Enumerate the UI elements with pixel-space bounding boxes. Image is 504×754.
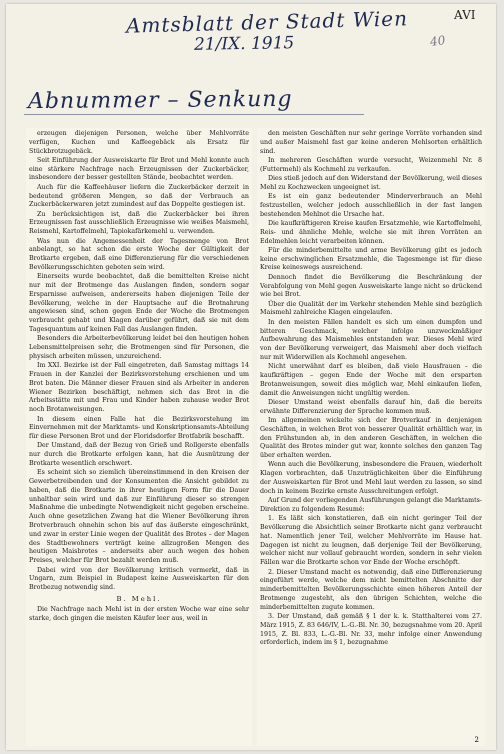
paragraph: Was nun die Angemessenheit der Tagesmenge von Brot anbelangt, so hat schon die erste Woche der Gültigkeit der Brotkarte ergeben, daß eine Differenzierung für die verschiedenen Bevölkerungsschichten geboten sein wird. [29,237,249,271]
paragraph: erzeugen diejenigen Personen, welche über Mehlvorräte verfügen, Kuchen und Kaffeegebäck als Ersatz für Stückbrotzugebäck. [29,130,249,155]
paragraph: 2. Dieser Umstand macht es notwendig, daß eine Differenzierung eingeführt werde, welche dem nicht bemittelten Abschnitte der minderbemittelten Bevölkerungsschichte einen höheren Anteil der Brotmenge zugesteht, als den übrigen Schichten, welche die minderbemittelten zugute kommen. [260,568,482,611]
paragraph: In diesem einen Falle hat die Bezirksvorstehung im Einvernehmen mit der Marktamts- und Konskriptionsamts-Abteilung für diese Personen Brot und der Floridsdorfer Brotfabrik beschafft. [29,415,249,441]
page-number: 2 [474,736,479,744]
paragraph: Dies stieß jedoch auf den Widerstand der Bevölkerung, weil dieses Mehl zu Kochzwecken ungeeignet ist. [260,174,482,191]
newspaper-clipping-left [26,128,252,746]
left-paragraphs [29,130,249,593]
pencil-mark: 40 [429,33,447,49]
paragraph: Im XXI. Bezirke ist der Fall eingetreten, daß Samstag mittags 14 Frauen in der Kanzlei der Bezirksvorstehung erschienen und um Brot baten. Die Männer dieser Frauen sind als Arbeiter in anderen Wiener Bezirken beschäftigt, nehmen sich das Brot in die Arbeitsstätte mit und Frau und Kinder haben zuhause weder Brot noch Brotanweisungen. [29,362,249,414]
paragraph: 1. Es läßt sich konstatieren, daß ein nicht geringer Teil der Bevölkerung die Absichtlich seiner Brotkarte nicht ganz verbraucht hat. Namentlich jener Teil, welcher Mehlvorräte im Hause hat. Dagegen ist nicht zu leugnen, daß derjenige Teil der Bevölkerung, welcher nicht nur vollauf gebraucht worden, sondern in sehr vielen Fällen war die Brotkarte schon vor Ende der Woche erschöpft. [260,515,482,567]
paragraph: Dennoch findet die Bevölkerung die Beschränkung der Verabfolgung von Mehl gegen Ausweiskarte lange nicht so drückend wie bei Brot. [260,273,482,299]
corner-number: AVI [454,8,476,22]
paragraph: Es scheint sich so ziemlich übereinstimmend in den Kreisen der Gewerbetreibenden und der Konsumenten die Ansicht gebildet zu haben, daß die Brotkarte in ihrer heutigen Form für die Dauer unhaltbar sein wird und daß zur Einführung dieser so strengen Maßnahme die unbedingte Notwendigkeit nicht gegeben erscheine. Auch ohne gesetzlichen Zwang hat die Wiener Bevölkerung ihren Brotverbrauch ohnehin schon bis auf das äußerste eingeschränkt, und zwar in erster Linie wegen der Qualität des Brotes – der Magen des Stadtbewohners verträgt keine allzugroßen Mengen des heutigen Maisbrotes – anderseits aber auch wegen des hohen Preises, welcher für Brot bezahlt werden muß. [29,469,249,565]
right-paragraphs [260,130,482,648]
left-column [26,128,252,746]
paragraph: Nicht unerwähnt darf es bleiben, daß viele Hausfrauen – die kaufkräftigen – gegen Ende der Woche mit den ersparten Brotanweisungen, soweit dies möglich war, Mehl einkaufen liefen, damit die Anweisungen nicht ungültig werden. [260,363,482,397]
paragraph: Im allgemeinen wickelte sich der Brotverkauf in denjenigen Geschäften, in welchen Brot von besserer Qualität erhältlich war, in den Frühstunden ab, in den anderen Geschäften, in welchen die Qualität des Brotes minder gut war, konnte solches den ganzen Tag über erhalten werden. [260,417,482,460]
left-tail-paragraph: Die Nachfrage nach Mehl ist in der ersten Woche war eine sehr starke, doch gingen die meisten Käufer leer aus, weil in [29,605,249,622]
paragraph: Dieser Umstand weist ebenfalls darauf hin, daß die bereits erwähnte Differenzierung der Sprache kommen muß. [260,398,482,415]
handwritten-header: Abnummer – Senkung [27,86,293,115]
paragraph: In den meisten Fällen handelt es sich um einen dumpfen und bitteren Geschmack, welcher infolge unzweckmäßiger Aufbewahrung des Maismehles entstanden war. Dieses Mehl wird von der Bevölkerung verweigert, das Maismehl aber doch vielfach nur mit Widerwillen als Kochmehl angesehen. [260,318,482,361]
handwritten-title: Amtsblatt der Stadt Wien [125,6,409,38]
paragraph: Wenn auch die Bevölkerung, insbesondere die Frauen, wiederholt Klagen vorbrachten, daß Unzuträglichkeiten über die Einführung der Ausweiskarten für Brot und Mehl laut werden zu lassen, so sind doch in keinem Bezirke ernste Ausschreitungen erfolgt. [260,461,482,495]
paragraph: Auch für die Kaffeehäuser liefern die Zuckerbäcker derzeit in bedeutend größeren Mengen, so daß der Verbrauch an Zuckerbäckerwaren jetzt zumindest auf das Doppelte gestiegen ist. [29,183,249,209]
document-page [6,4,496,750]
paragraph: Über die Qualität der im Verkehr stehenden Mehle sind bezüglich Maismehl zahlreiche Klagen eingelaufen. [260,300,482,317]
section-heading-mehl: B. Mehl. [116,594,162,603]
paragraph: Einerseits wurde beobachtet, daß die bemittelten Kreise nicht nur mit der Brotmenge das Auslangen finden, sondern sogar Ersparnisse aufweisen, andererseits haben diejenigen Teile der Bevölkerung, welche in der Hauptsache auf die Brotnahrung angewiesen sind, schon gegen Ende der Woche die Brotmengen verbraucht gehabt und Klagen darüber geführt, daß sie mit dem Tagesquantum auf keinen Fall das Auslangen finden. [29,273,249,334]
paragraph: Die kaufkräftigeren Kreise kaufen Ersatzmehle, wie Kartoffelmehl, Reis- und ähnliche Mehle, welche sie mit ihren Vorräten an Edelmehlen leicht verarbeiten können. [260,219,482,245]
header-underline [24,114,364,115]
paragraph: Für die minderbemittelte und arme Bevölkerung gibt es jedoch keine erschwinglichen Ersatzmehle, die Tagesmenge ist für diese Kreise keineswegs ausreichend. [260,246,482,272]
paragraph: Besonders die Arbeiterbevölkerung leidet bei den heutigen hohen Lebensmittelpreisen sehr, die Brotmengen sind für Personen, die physisch arbeiten müssen, unzureichend. [29,335,249,360]
paragraph: den meisten Geschäften nur sehr geringe Vorräte vorhanden sind und außer Maismehl fast gar keine anderen Mehlsorten erhältlich sind. [260,130,482,155]
paragraph: Der Umstand, daß der Bezug von Grieß und Rollgerste ebenfalls nur durch die Brotkarte erfolgen kann, hat die Ausnützung der Brotkarte wesentlich erschwert. [29,442,249,467]
newspaper-clipping-right [257,128,485,746]
paragraph: Auf Grund der vorliegenden Ausführungen gelangt die Marktamts-Direktion zu folgendem Resumé: [260,497,482,513]
right-column [257,128,485,746]
paragraph: Zu berücksichtigen ist, daß die Zuckerbäcker bei ihren Erzeugnissen fast ausschließlich Erzeugnisse wie weißes Maismehl, Reismehl, Kartoffelmehl, Tapiokafärkemehl u. verwenden. [29,210,249,236]
paragraph: Es ist ein ganz bedeutender Minderverbrauch an Mehl festzustellen, welcher jedoch ausschließlich in der fast langen bestehenden Mehlnot die Ursache hat. [260,193,482,218]
paragraph: Seit Einführung der Ausweiskarte für Brot und Mehl konnte auch eine stärkere Nachfrage nach Erzeugnissen der Zuckerbäcker, insbesondere der besser gestellten Stände, beobachtet werden. [29,156,249,182]
paragraph: In mehreren Geschäften wurde versucht, Weizenmehl Nr. 8 (Futtermehl) als Kochmehl zu verkaufen. [260,156,482,173]
handwritten-date: 21/IX. 1915 [193,33,295,55]
paragraph: 3. Der Umstand, daß gemäß § 1 der k. k. Statthalterei vom 27. März 1915, Z. 83 646/IV, L.-G.-Bl. Nr. 30, bezugsnahme vom 20. April 1915, Z. Bl. 833, L.-G.-Bl. Nr. 33, mehr infolge einer Anwendung erforderlich, indem im § 1, bezugnahme [260,613,482,647]
paragraph: Dabei wird von der Bevölkerung kritisch vermerkt, daß in Ungarn, zum Beispiel in Budapest keine Ausweiskarten für den Brotbezug notwendig sind. [29,566,249,592]
